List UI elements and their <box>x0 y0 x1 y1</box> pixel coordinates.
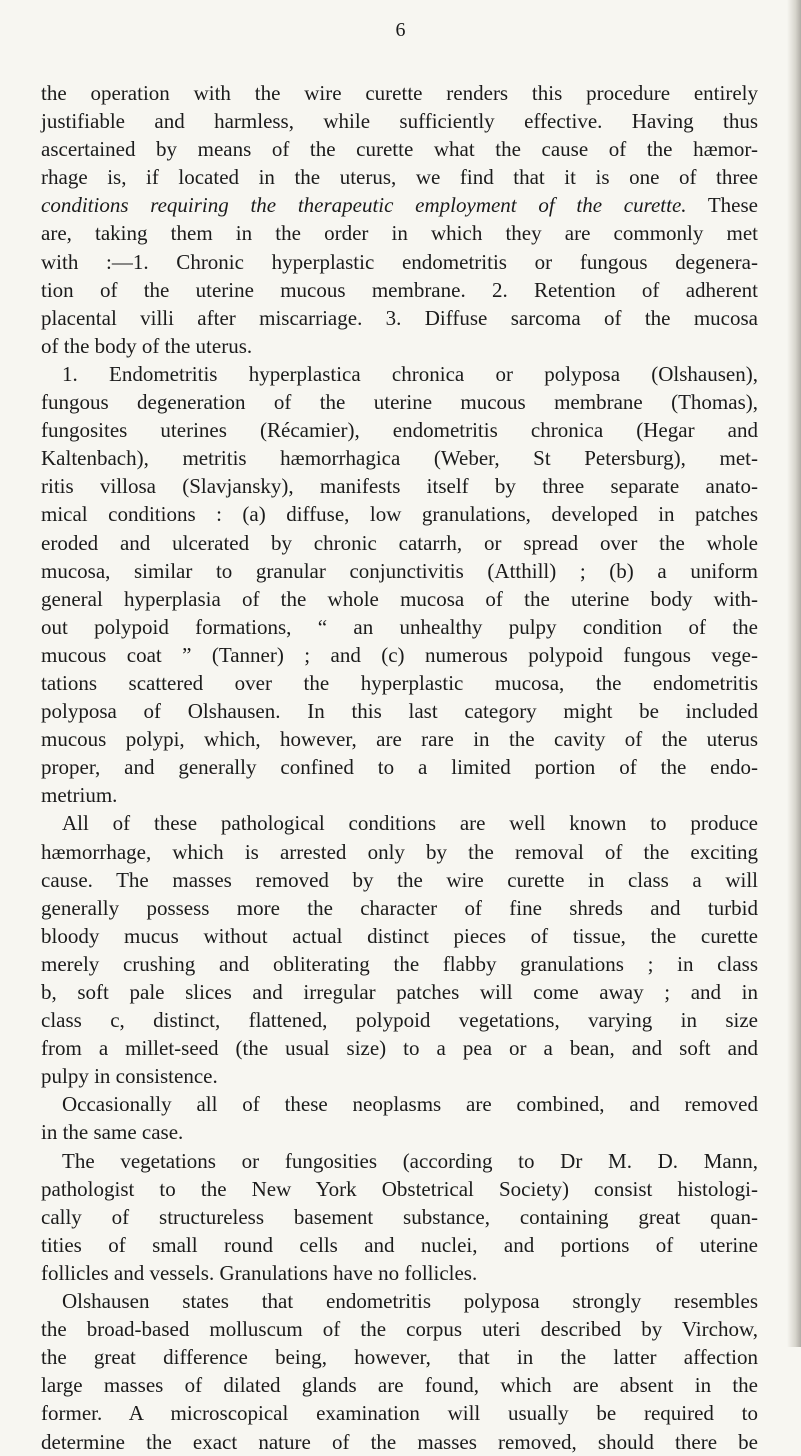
text-line: mucous coat ” (Tanner) ; and (c) numerous polypoid fungous vege- <box>41 642 758 667</box>
text-line: ritis villosa (Slavjansky), manifests itself by three separate anato- <box>41 474 758 499</box>
text-line: Occasionally all of these neoplasms are combined, and removed <box>62 1092 758 1117</box>
text-line: pathologist to the New York Obstetrical Society) consist histologi- <box>41 1176 758 1201</box>
text-line: former. A microscopical examination will usually be required to <box>41 1401 758 1426</box>
text-line: tities of small round cells and nuclei, and portions of uterine <box>41 1232 758 1257</box>
text-line: placental villi after miscarriage. 3. Diffuse sarcoma of the mucosa <box>41 305 758 330</box>
text-line: cause. The masses removed by the wire curette in class a will <box>41 867 758 892</box>
text-line: bloody mucus without actual distinct pieces of tissue, the curette <box>41 923 758 948</box>
text-line: conditions requiring the therapeutic employment of the curette. These <box>41 193 759 218</box>
text-line: merely crushing and obliterating the flabby granulations ; in class <box>41 951 758 976</box>
text-line: 1. Endometritis hyperplastica chronica or polyposa (Olshausen), <box>62 361 758 386</box>
text-line: fungous degeneration of the uterine mucous membrane (Thomas), <box>41 390 758 415</box>
text-line: cally of structureless basement substance, containing great quan- <box>41 1204 758 1229</box>
text-line: ascertained by means of the curette what the cause of the hæmor- <box>41 137 758 162</box>
text-line: of the body of the uterus. <box>41 333 253 358</box>
text-line: polyposa of Olshausen. In this last category might be included <box>41 699 758 724</box>
text-line: b, soft pale slices and irregular patches will come away ; and in <box>41 980 758 1004</box>
text-line: large masses of dilated glands are found, which are absent in the <box>41 1373 758 1398</box>
text-line: fungosites uterines (Récamier), endometritis chronica (Hegar and <box>41 418 758 443</box>
text-line: follicles and vessels. Granulations have no follicles. <box>41 1260 478 1285</box>
text-line: tion of the uterine mucous membrane. 2. Retention of adherent <box>41 277 758 302</box>
text-line: metrium. <box>41 783 118 808</box>
text-line: mucosa, similar to granular conjunctivitis (Atthill) ; (b) a uniform <box>41 558 758 583</box>
text-line: determine the exact nature of the masses removed, should there be <box>41 1429 758 1454</box>
text-line: generally possess more the character of fine shreds and turbid <box>41 895 758 920</box>
text-line: with :—1. Chronic hyperplastic endometritis or fungous degenera- <box>41 249 758 274</box>
text-line: rhage is, if located in the uterus, we find that it is one of three <box>41 165 758 190</box>
text-line: The vegetations or fungosities (according to Dr M. D. Mann, <box>62 1148 758 1173</box>
text-line: All of these pathological conditions are well known to produce <box>62 811 758 836</box>
text-line: the operation with the wire curette renders this procedure entirely <box>41 81 758 105</box>
text-line: pulpy in consistence. <box>41 1064 218 1089</box>
body-text <box>41 79 758 1456</box>
page-edge-shadow <box>787 0 801 1347</box>
text-line: are, taking them in the order in which they are commonly met <box>41 221 758 246</box>
text-line: mucous polypi, which, however, are rare in the cavity of the uterus <box>41 727 758 752</box>
text-line: hæmorrhage, which is arrested only by the removal of the exciting <box>41 839 758 864</box>
text-line: out polypoid formations, “ an unhealthy pulpy condition of the <box>41 614 758 639</box>
text-line: tations scattered over the hyperplastic mucosa, the endometritis <box>41 670 758 695</box>
text-line: the broad-based molluscum of the corpus uteri described by Virchow, <box>41 1317 758 1342</box>
text-line: general hyperplasia of the whole mucosa of the uterine body with- <box>41 586 758 611</box>
text-line: Kaltenbach), metritis hæmorrhagica (Weber, St Petersburg), met- <box>41 446 758 471</box>
text-line: in the same case. <box>41 1120 184 1145</box>
text-line: the great difference being, however, that in the latter affection <box>41 1345 758 1370</box>
text-line: class c, distinct, flattened, polypoid vegetations, varying in size <box>41 1008 758 1033</box>
text-line: justifiable and harmless, while sufficiently effective. Having thus <box>41 109 758 134</box>
text-line: eroded and ulcerated by chronic catarrh, or spread over the whole <box>41 530 758 555</box>
text-line: Olshausen states that endometritis polyposa strongly resembles <box>62 1289 758 1314</box>
text-line: mical conditions : (a) diffuse, low granulations, developed in patches <box>41 502 758 527</box>
text-line: from a millet-seed (the usual size) to a pea or a bean, and soft and <box>41 1036 758 1061</box>
page-number: 6 <box>395 19 406 41</box>
text-line: proper, and generally confined to a limited portion of the endo- <box>41 755 758 780</box>
